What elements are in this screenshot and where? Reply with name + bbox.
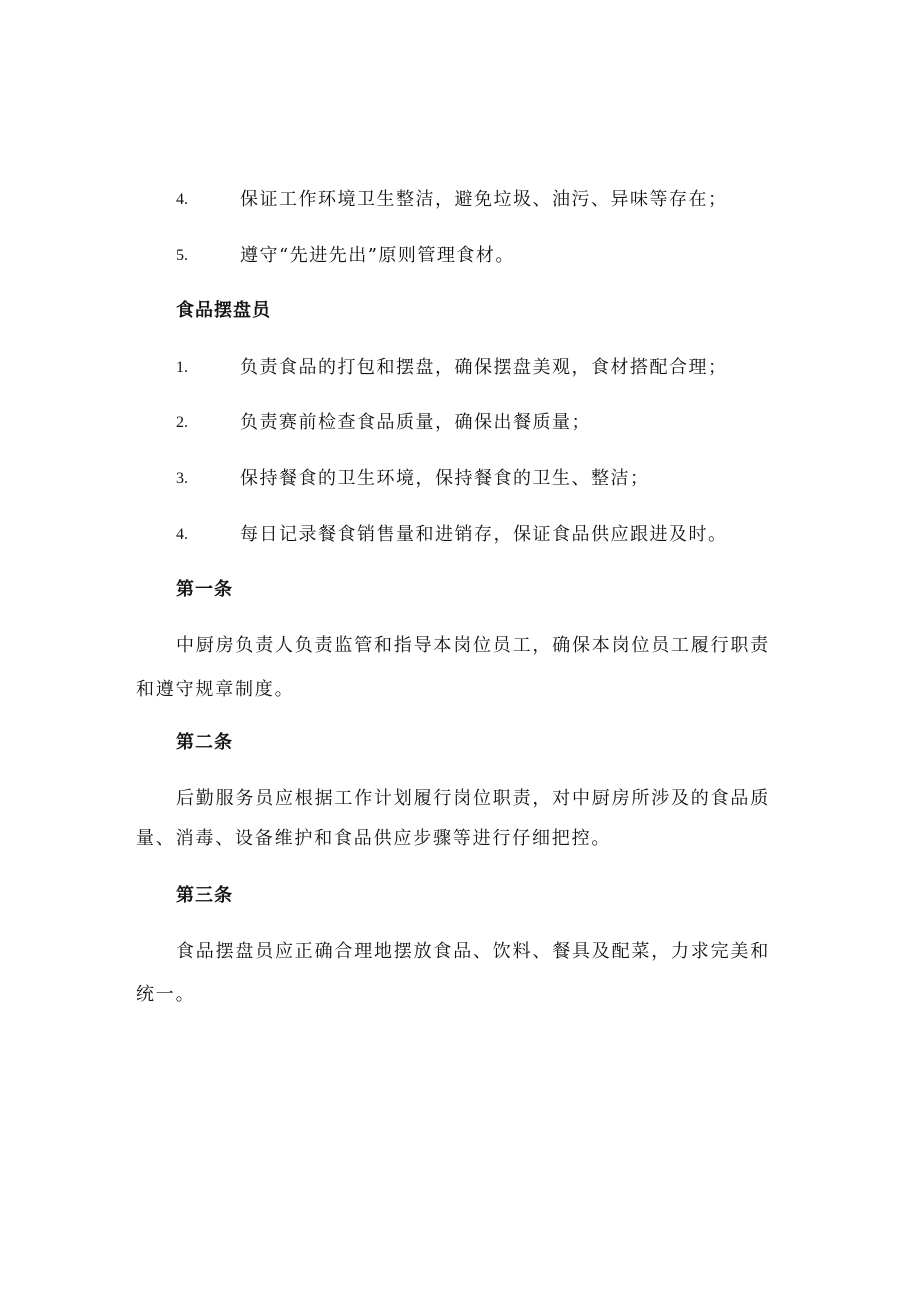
list-item-number: 2. <box>176 414 188 431</box>
list-item-text: 保证工作环境卫生整洁，避免垃圾、油污、异味等存在； <box>240 189 728 210</box>
list-item-text: 负责赛前检查食品质量，确保出餐质量； <box>240 412 591 433</box>
article-2-heading: 第二条 <box>176 732 233 753</box>
article-3-paragraph-line: 统一。 <box>136 984 196 1005</box>
article-3-paragraph-line: 食品摆盘员应正确合理地摆放食品、饮料、餐具及配菜，力求完美和 <box>176 941 770 962</box>
article-1-paragraph-line: 和遵守规章制度。 <box>136 679 295 700</box>
article-3-heading: 第三条 <box>176 885 233 906</box>
list-item-text: 遵守“先进先出”原则管理食材。 <box>240 245 515 266</box>
article-1-paragraph-line: 中厨房负责人负责监管和指导本岗位员工，确保本岗位员工履行职责 <box>176 635 770 656</box>
section-heading-food-plating: 食品摆盘员 <box>176 300 271 321</box>
list-item-number: 4. <box>176 191 188 208</box>
list-item-number: 3. <box>176 470 188 487</box>
list-item-number: 4. <box>176 526 188 543</box>
article-1-heading: 第一条 <box>176 579 233 600</box>
list-item-text: 每日记录餐食销售量和进销存，保证食品供应跟进及时。 <box>240 524 728 545</box>
article-2-paragraph-line: 量、消毒、设备维护和食品供应步骤等进行仔细把控。 <box>136 828 612 849</box>
list-item-number: 1. <box>176 359 188 376</box>
article-2-paragraph-line: 后勤服务员应根据工作计划履行岗位职责，对中厨房所涉及的食品质 <box>176 788 770 809</box>
list-item-number: 5. <box>176 247 188 264</box>
list-item-text: 负责食品的打包和摆盘，确保摆盘美观，食材搭配合理； <box>240 357 728 378</box>
list-item-text: 保持餐食的卫生环境，保持餐食的卫生、整洁； <box>240 468 650 489</box>
